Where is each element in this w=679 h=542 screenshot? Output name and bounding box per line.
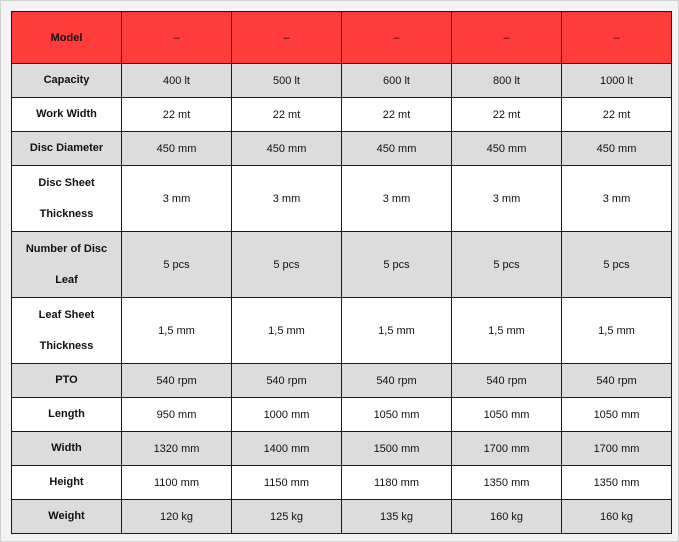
value-cell — [452, 298, 562, 364]
value-cell — [122, 166, 232, 232]
value-cell — [452, 364, 562, 398]
value-cell — [122, 232, 232, 298]
cell-value: 540 rpm — [596, 374, 637, 387]
model-cell — [232, 12, 342, 64]
table-row — [12, 466, 672, 500]
cell-value: 3 mm — [162, 192, 191, 205]
cell-value: 540 rpm — [376, 374, 417, 387]
cell-value: 1100 mm — [153, 476, 200, 489]
value-cell — [342, 466, 452, 500]
row-label: PTO — [55, 374, 78, 386]
value-cell — [562, 298, 672, 364]
value-cell — [452, 98, 562, 132]
model-name: – — [503, 31, 510, 44]
value-cell — [342, 298, 452, 364]
cell-value: 22 mt — [492, 108, 521, 121]
table-row — [12, 298, 672, 364]
table-row — [12, 166, 672, 232]
cell-value: 1700 mm — [483, 442, 530, 455]
model-name: – — [173, 31, 180, 44]
value-cell — [342, 132, 452, 166]
value-cell — [452, 64, 562, 98]
value-cell — [122, 298, 232, 364]
cell-value: 5 pcs — [273, 258, 300, 271]
value-cell — [232, 64, 342, 98]
cell-value: 1000 lt — [599, 74, 634, 87]
cell-value: 450 mm — [266, 142, 307, 155]
value-cell — [342, 64, 452, 98]
row-label: Height — [49, 476, 84, 488]
value-cell — [562, 398, 672, 432]
row-label: Number of Disc Leaf — [25, 242, 108, 286]
row-label-cell — [12, 398, 122, 432]
row-label-cell — [12, 466, 122, 500]
cell-value: 5 pcs — [163, 258, 190, 271]
cell-value: 800 lt — [493, 74, 520, 87]
model-name: – — [613, 31, 620, 44]
value-cell — [562, 500, 672, 534]
value-cell — [342, 364, 452, 398]
cell-value: 3 mm — [492, 192, 521, 205]
cell-value: 5 pcs — [383, 258, 410, 271]
table-row — [12, 500, 672, 534]
cell-value: 120 kg — [159, 510, 194, 523]
value-cell — [452, 232, 562, 298]
row-label: Width — [51, 442, 82, 454]
row-label-cell — [12, 298, 122, 364]
value-cell — [562, 166, 672, 232]
cell-value: 1,5 mm — [268, 324, 305, 337]
cell-value: 1700 mm — [593, 442, 640, 455]
cell-value: 1050 mm — [483, 408, 530, 421]
value-cell — [562, 98, 672, 132]
value-cell — [232, 364, 342, 398]
value-cell — [122, 132, 232, 166]
cell-value: 135 kg — [379, 510, 414, 523]
row-label: Disc Diameter — [29, 142, 104, 154]
model-name: – — [393, 31, 400, 44]
header-label-cell — [12, 12, 122, 64]
model-name: – — [283, 31, 290, 44]
cell-value: 600 lt — [383, 74, 410, 87]
cell-value: 1,5 mm — [378, 324, 415, 337]
cell-value: 22 mt — [272, 108, 301, 121]
value-cell — [452, 132, 562, 166]
row-label: Disc Sheet Thickness — [38, 176, 95, 220]
row-label-cell — [12, 500, 122, 534]
value-cell — [232, 166, 342, 232]
cell-value: 540 rpm — [486, 374, 527, 387]
row-label-cell — [12, 98, 122, 132]
model-cell — [452, 12, 562, 64]
value-cell — [232, 232, 342, 298]
cell-value: 450 mm — [156, 142, 197, 155]
spec-table-body — [12, 12, 672, 534]
row-label: Weight — [48, 510, 85, 522]
cell-value: 1350 mm — [593, 476, 640, 489]
row-label-cell — [12, 432, 122, 466]
row-label: Length — [48, 408, 85, 420]
cell-value: 500 lt — [273, 74, 300, 87]
cell-value: 3 mm — [272, 192, 301, 205]
cell-value: 1,5 mm — [158, 324, 195, 337]
value-cell — [342, 98, 452, 132]
value-cell — [562, 232, 672, 298]
cell-value: 22 mt — [382, 108, 411, 121]
row-label-cell — [12, 364, 122, 398]
row-label: Capacity — [43, 74, 90, 86]
cell-value: 160 kg — [599, 510, 634, 523]
cell-value: 1,5 mm — [598, 324, 635, 337]
value-cell — [342, 232, 452, 298]
cell-value: 1350 mm — [483, 476, 530, 489]
cell-value: 1,5 mm — [488, 324, 525, 337]
cell-value: 400 lt — [163, 74, 190, 87]
value-cell — [122, 64, 232, 98]
cell-value: 450 mm — [596, 142, 637, 155]
cell-value: 1050 mm — [373, 408, 420, 421]
value-cell — [232, 432, 342, 466]
spec-table — [11, 11, 672, 534]
value-cell — [232, 132, 342, 166]
cell-value: 22 mt — [162, 108, 191, 121]
row-label-cell — [12, 232, 122, 298]
value-cell — [122, 466, 232, 500]
cell-value: 3 mm — [602, 192, 631, 205]
cell-value: 450 mm — [376, 142, 417, 155]
cell-value: 950 mm — [156, 408, 197, 421]
value-cell — [122, 432, 232, 466]
table-row — [12, 232, 672, 298]
row-label-cell — [12, 64, 122, 98]
row-label: Leaf Sheet Thickness — [38, 308, 95, 352]
value-cell — [562, 432, 672, 466]
value-cell — [122, 398, 232, 432]
cell-value: 5 pcs — [603, 258, 630, 271]
header-row — [12, 12, 672, 64]
value-cell — [232, 98, 342, 132]
cell-value: 450 mm — [486, 142, 527, 155]
cell-value: 1180 mm — [373, 476, 420, 489]
value-cell — [342, 500, 452, 534]
model-cell — [342, 12, 452, 64]
cell-value: 160 kg — [489, 510, 524, 523]
model-cell — [562, 12, 672, 64]
cell-value: 1500 mm — [373, 442, 420, 455]
cell-value: 1000 mm — [263, 408, 310, 421]
value-cell — [122, 364, 232, 398]
row-label-cell — [12, 132, 122, 166]
value-cell — [452, 500, 562, 534]
value-cell — [342, 166, 452, 232]
table-row — [12, 432, 672, 466]
value-cell — [452, 432, 562, 466]
value-cell — [452, 166, 562, 232]
value-cell — [452, 466, 562, 500]
row-label-cell — [12, 166, 122, 232]
value-cell — [452, 398, 562, 432]
value-cell — [232, 398, 342, 432]
cell-value: 1320 mm — [153, 442, 200, 455]
value-cell — [342, 398, 452, 432]
value-cell — [232, 298, 342, 364]
value-cell — [342, 432, 452, 466]
table-row — [12, 132, 672, 166]
cell-value: 540 rpm — [266, 374, 307, 387]
header-label: Model — [50, 31, 83, 44]
cell-value: 22 mt — [602, 108, 631, 121]
value-cell — [232, 466, 342, 500]
value-cell — [122, 500, 232, 534]
row-label: Work Width — [36, 108, 97, 120]
value-cell — [122, 98, 232, 132]
cell-value: 1400 mm — [263, 442, 310, 455]
value-cell — [562, 132, 672, 166]
cell-value: 3 mm — [382, 192, 411, 205]
model-cell — [122, 12, 232, 64]
table-row — [12, 98, 672, 132]
table-row — [12, 364, 672, 398]
table-row — [12, 398, 672, 432]
cell-value: 1150 mm — [263, 476, 310, 489]
value-cell — [232, 500, 342, 534]
value-cell — [562, 64, 672, 98]
value-cell — [562, 364, 672, 398]
value-cell — [562, 466, 672, 500]
cell-value: 540 rpm — [156, 374, 197, 387]
cell-value: 125 kg — [269, 510, 304, 523]
table-row — [12, 64, 672, 98]
cell-value: 1050 mm — [593, 408, 640, 421]
cell-value: 5 pcs — [493, 258, 520, 271]
